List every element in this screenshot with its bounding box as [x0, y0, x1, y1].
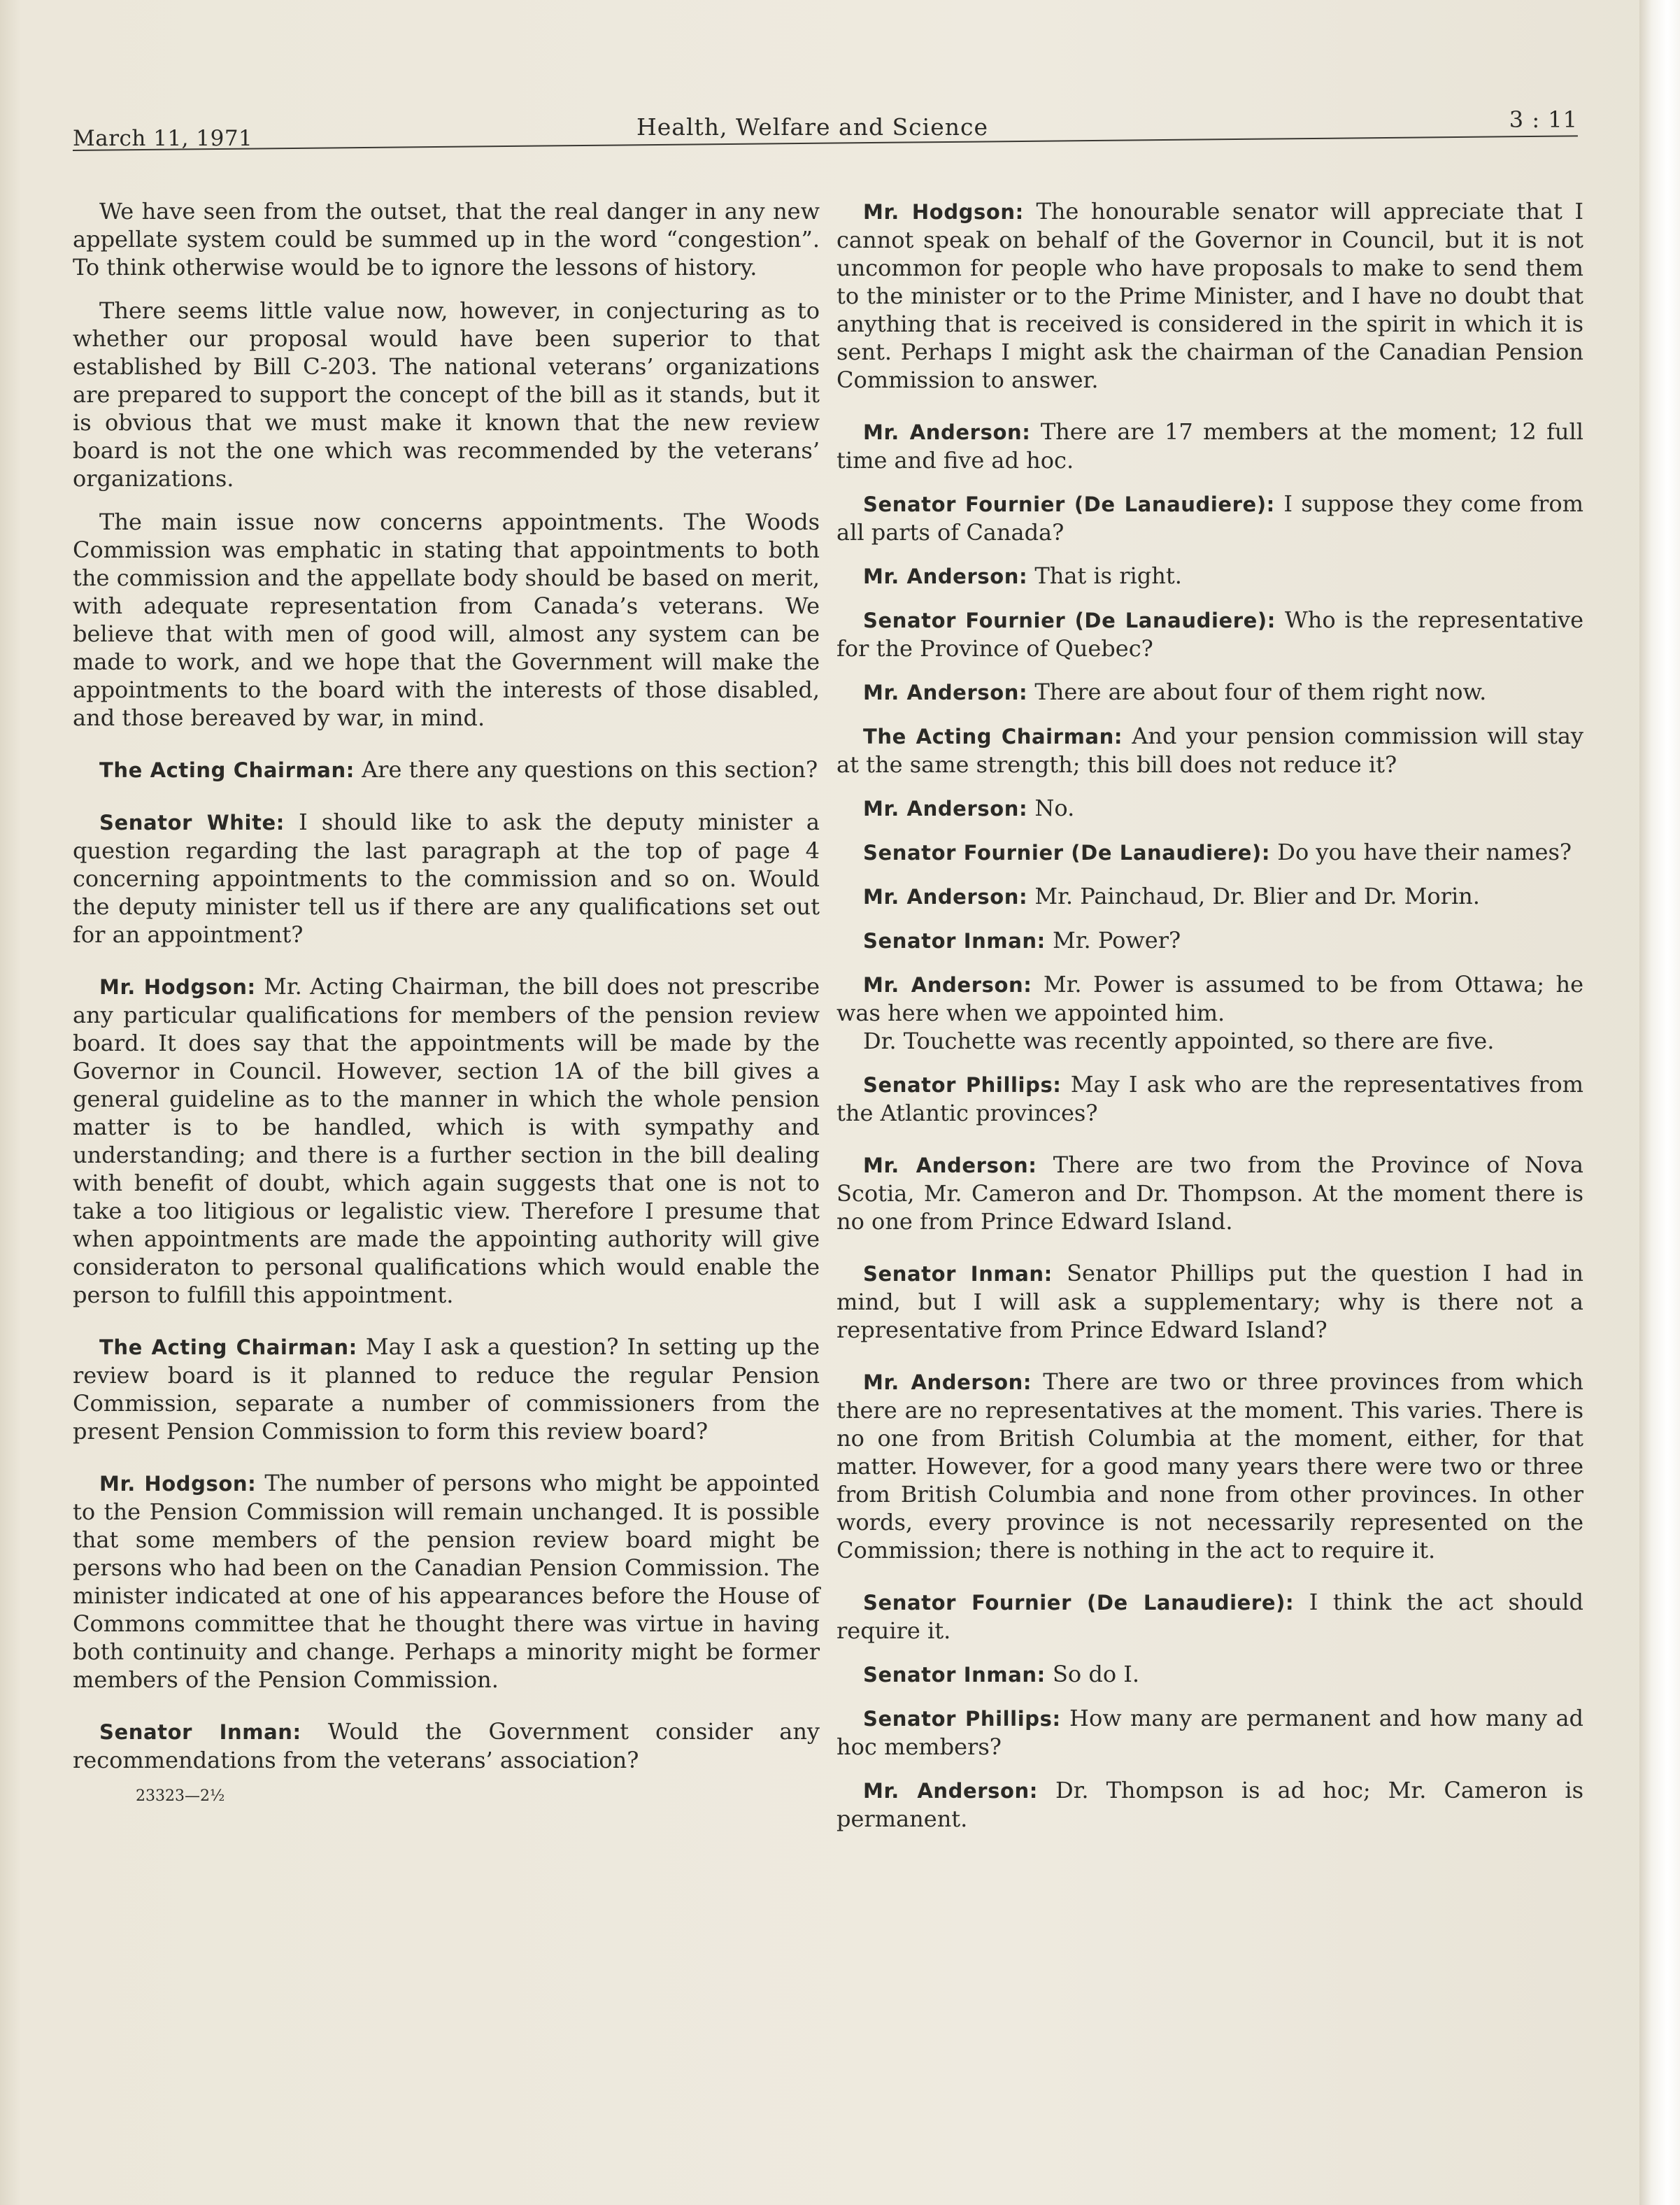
speech-paragraph: The Acting Chairman: Are there any questions on this section? [99, 756, 818, 783]
speaker-name: Senator White: [99, 811, 285, 835]
speaker-name: Senator Fournier (De Lanaudiere): [863, 841, 1271, 865]
speaker-name: Senator Inman: [99, 1720, 301, 1744]
speech-paragraph: Mr. Hodgson: Mr. Acting Chairman, the bill does not prescribe any particular qualifications for members of the pension review board. It does say that the appointments will be made by the Governor in Council. However, section 1A of the bill gives a general guideline as to the manner in which the whole pension matter is to be handled, which is with sympathy and understanding; and there is a further section in the bill dealing with benefit of doubt, which again suggests that one is not to take a too litigious or legalistic view. Therefore I presume that when appointments are made the appointing authority will give consideraton to personal qualifications which would enable the person to fulfill this appointment. [73, 973, 820, 1308]
speech-paragraph: Mr. Anderson: There are about four of them right now. [863, 679, 1487, 705]
speaker-name: Mr. Anderson: [863, 1779, 1038, 1803]
paragraph: We have seen from the outset, that the real danger in any new appellate system could be summed up in the word “congestion”. To think otherwise would be to ignore the lessons of history. [73, 198, 820, 281]
speech-paragraph: Mr. Anderson: There are two from the Province of Nova Scotia, Mr. Cameron and Dr. Thompson. At the moment there is no one from Prince Edward Island. [837, 1151, 1584, 1235]
speech-paragraph: Senator Phillips: May I ask who are the representatives from the Atlantic provinces? [837, 1071, 1584, 1126]
speaker-name: Mr. Hodgson: [99, 975, 256, 999]
speech-paragraph: Senator Phillips: How many are permanent and how many ad hoc members? [837, 1705, 1584, 1760]
speaker-name: Senator Fournier (De Lanaudiere): [863, 1591, 1295, 1615]
header-page-number: 3 : 11 [1509, 106, 1578, 133]
footnote-print-code: 23323—2½ [136, 1787, 225, 1805]
speaker-name: Senator Fournier (De Lanaudiere): [863, 492, 1275, 516]
left-column [73, 197, 820, 1826]
speaker-name: Mr. Anderson: [863, 1154, 1037, 1177]
speech-paragraph: Senator Inman: Would the Government consider any recommendations from the veterans’ association? [73, 1718, 820, 1773]
paragraph: Dr. Touchette was recently appointed, so there are five. [863, 1028, 1495, 1054]
paragraph: The main issue now concerns appointments. The Woods Commission was emphatic in stating that appointments to both the commission and the appellate body should be based on merit, with adequate representation from Canada’s veterans. We believe that with men of good will, almost any system can be made to work, and we hope that the Government will make the appointments to the board with the interests of those disabled, and those bereaved by war, in mind. [73, 509, 820, 731]
speaker-name: Mr. Anderson: [863, 797, 1028, 821]
speaker-name: Senator Phillips: [863, 1707, 1061, 1731]
speaker-name: Mr. Hodgson: [99, 1472, 257, 1496]
speaker-name: Mr. Anderson: [863, 420, 1031, 444]
speech-paragraph: Mr. Hodgson: The number of persons who might be appointed to the Pension Commission will remain unchanged. It is possible that some members of the pension review board might be persons who had been on the Canadian Pension Commission. The minister indicated at one of his appearances before the House of Commons committee that he thought there was virtue in having both continuity and change. Perhaps a minority might be former members of the Pension Commission. [73, 1470, 820, 1693]
paragraph: There seems little value now, however, in conjecturing as to whether our proposal would have been superior to that established by Bill C-203. The national veterans’ organizations are prepared to support the concept of the bill as it stands, but it is obvious that we must make it known that the new review board is not the one which was recommended by the veterans’ organizations. [73, 297, 820, 492]
speaker-name: Senator Inman: [863, 1262, 1053, 1286]
speaker-name: Senator Inman: [863, 929, 1046, 953]
speech-paragraph: Senator Fournier (De Lanaudiere): Do you have their names? [863, 839, 1572, 865]
speaker-name: Mr. Anderson: [863, 565, 1028, 588]
binding-edge [1639, 0, 1680, 2205]
speaker-name: Mr. Anderson: [863, 885, 1028, 909]
speech-paragraph: Senator Inman: Mr. Power? [863, 927, 1181, 953]
right-column [837, 197, 1583, 1848]
speech-paragraph: Senator Inman: So do I. [863, 1661, 1140, 1687]
speaker-name: Mr. Anderson: [863, 681, 1028, 704]
speech-paragraph: Mr. Anderson: That is right. [863, 562, 1182, 589]
speech-paragraph: Mr. Anderson: There are 17 members at the moment; 12 full time and five ad hoc. [837, 418, 1584, 474]
speech-paragraph: The Acting Chairman: And your pension commission will stay at the same strength; this bill does not reduce it? [837, 723, 1584, 778]
speaker-name: The Acting Chairman: [99, 1335, 357, 1359]
speech-paragraph: Mr. Anderson: Dr. Thompson is ad hoc; Mr. Cameron is permanent. [837, 1777, 1584, 1832]
speech-paragraph: Mr. Anderson: Mr. Painchaud, Dr. Blier and Dr. Morin. [863, 883, 1480, 909]
speaker-name: Mr. Hodgson: [863, 200, 1024, 224]
speech-paragraph: Senator Fournier (De Lanaudiere): Who is the representative for the Province of Quebec? [837, 607, 1584, 662]
speaker-name: Mr. Anderson: [863, 973, 1032, 997]
speech-paragraph: Mr. Hodgson: The honourable senator will appreciate that I cannot speak on behalf of the Governor in Council, but it is not uncommon for people who have proposals to make to send them to the minister or to the Prime Minister, and I have no doubt that anything that is received is considered in the spirit in which it is sent. Perhaps I might ask the chairman of the Canadian Pension Commission to answer. [837, 198, 1584, 393]
speech-paragraph: Mr. Anderson: No. [863, 795, 1075, 821]
speech-paragraph: The Acting Chairman: May I ask a question? In setting up the review board is it planned to reduce the regular Pension Commission, separate a number of commissioners from the present Pension Commission to form this review board? [73, 1333, 820, 1445]
speaker-name: Mr. Anderson: [863, 1370, 1032, 1394]
speech-paragraph: Senator Inman: Senator Phillips put the question I had in mind, but I will ask a supplementary; why is there not a representative from Prince Edward Island? [837, 1260, 1584, 1343]
speaker-name: The Acting Chairman: [863, 725, 1123, 749]
speech-paragraph: Senator Fournier (De Lanaudiere): I think the act should require it. [837, 1589, 1584, 1644]
speech-paragraph: Senator Fournier (De Lanaudiere): I suppose they come from all parts of Canada? [837, 490, 1583, 546]
header-date: March 11, 1971 [73, 126, 253, 151]
speech-paragraph: Mr. Anderson: There are two or three provinces from which there are no representatives at the moment. This varies. There is no one from British Columbia at the moment, either, for that matter. However, for a good many years there were two or three from British Columbia and none from other provinces. In other words, every province is not necessarily represented on the Commission; there is nothing in the act to require it. [837, 1368, 1584, 1564]
speaker-name: Senator Fournier (De Lanaudiere): [863, 609, 1276, 632]
header-title: Health, Welfare and Science [636, 113, 989, 141]
speaker-name: The Acting Chairman: [99, 758, 355, 782]
speaker-name: Senator Phillips: [863, 1073, 1062, 1097]
speaker-name: Senator Inman: [863, 1663, 1046, 1687]
speech-paragraph: Senator White: I should like to ask the deputy minister a question regarding the last paragraph at the top of page 4 concerning appointments to the commission and so on. Would the deputy minister tell us if there are any qualifications set out for an appointment? [73, 809, 820, 948]
speech-paragraph: Mr. Anderson: Mr. Power is assumed to be from Ottawa; he was here when we appointed him. [837, 971, 1583, 1026]
